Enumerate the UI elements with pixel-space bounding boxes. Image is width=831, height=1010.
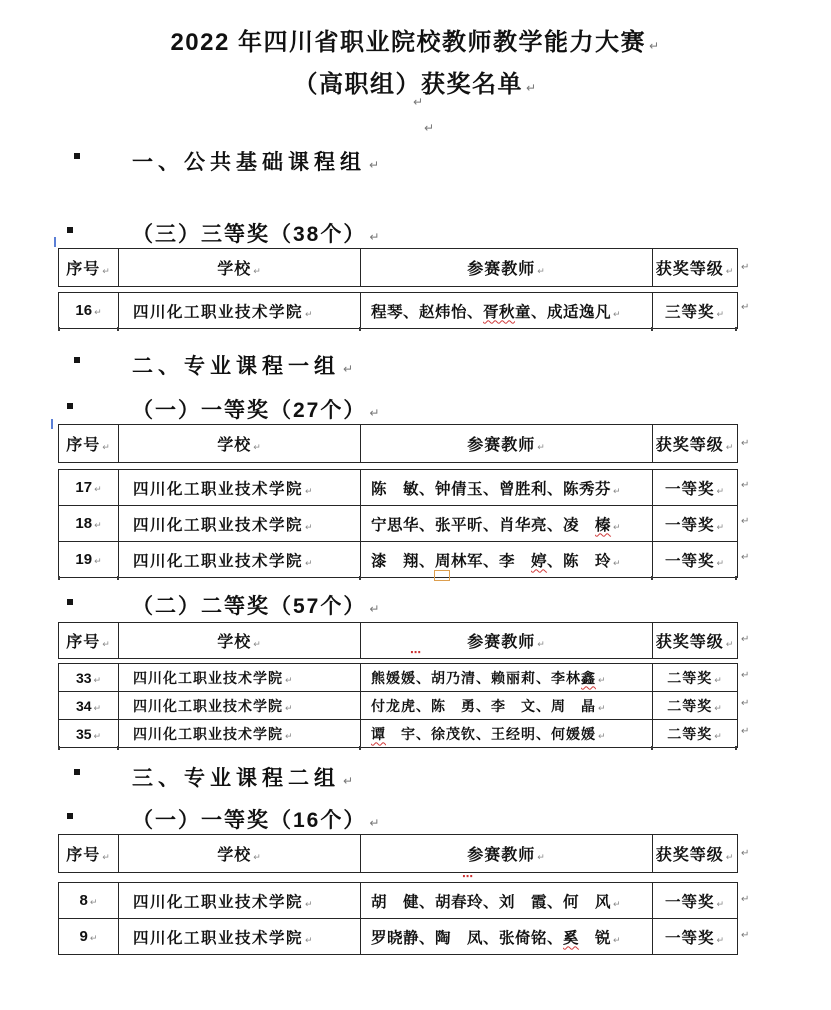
cell-text: 9 bbox=[79, 928, 88, 945]
cell-number bbox=[59, 883, 119, 919]
subsection-heading-1 bbox=[132, 218, 381, 248]
cell-text: 一等奖 bbox=[664, 552, 715, 570]
cell-text: 二等奖 bbox=[667, 725, 713, 742]
cell-text: 程琴、赵炜怡、 bbox=[371, 303, 484, 321]
cell-text: 四川化工职业技术学院 bbox=[133, 516, 304, 534]
cell-text: 锐 bbox=[579, 929, 612, 947]
cell-end-mark-icon: ↵ bbox=[94, 307, 102, 317]
return-mark-icon: ↵ bbox=[343, 774, 359, 788]
subsection-heading-text: （二）二等奖（57个） bbox=[132, 595, 367, 618]
cell-end-mark-icon: ↵ bbox=[285, 702, 294, 713]
return-mark-icon: ↵ bbox=[649, 39, 661, 53]
award-table-4 bbox=[58, 834, 737, 955]
cell-text: 一等奖 bbox=[664, 480, 715, 498]
cell-end-mark-icon: ↵ bbox=[537, 639, 546, 649]
section-heading-1 bbox=[132, 146, 384, 176]
return-mark-icon: ↵ bbox=[343, 362, 359, 376]
cell-school bbox=[119, 542, 361, 578]
cell-text: 三等奖 bbox=[664, 303, 715, 321]
spellcheck-underlined-text: 榛 bbox=[595, 516, 612, 534]
cell-end-mark-icon: ↵ bbox=[285, 674, 294, 685]
page-title-line1 bbox=[0, 22, 831, 57]
subsection-heading-text: （一）一等奖（16个） bbox=[132, 809, 367, 832]
table-row bbox=[59, 293, 738, 329]
cell-end-mark-icon: ↵ bbox=[94, 520, 102, 530]
cell-text: 学校 bbox=[217, 847, 252, 864]
cell-teachers bbox=[361, 720, 653, 748]
cell-award bbox=[653, 664, 738, 692]
cell-end-mark-icon: ↵ bbox=[716, 521, 726, 532]
row-end-mark-icon: ↵ bbox=[741, 726, 750, 737]
table-row bbox=[59, 883, 738, 919]
row-end-mark-icon: ↵ bbox=[741, 848, 750, 859]
row-end-mark-icon: ↵ bbox=[741, 516, 750, 527]
cell-text: 18 bbox=[75, 515, 93, 532]
cell-text: 获奖等级 bbox=[655, 437, 724, 454]
cell-text: 获奖等级 bbox=[655, 634, 724, 651]
table-body bbox=[58, 469, 738, 578]
column-header-2 bbox=[361, 623, 653, 659]
column-header-0 bbox=[59, 425, 119, 463]
row-end-mark-icon: ↵ bbox=[741, 480, 750, 491]
cell-text: 付龙虎、陈 勇、李 文、周 晶 bbox=[371, 697, 596, 714]
table-crop-stubs bbox=[58, 746, 737, 750]
cell-teachers bbox=[361, 883, 653, 919]
cell-text: 17 bbox=[75, 479, 93, 496]
return-mark-icon: ↵ bbox=[525, 81, 538, 95]
cell-end-mark-icon: ↵ bbox=[716, 485, 726, 496]
cell-text: 序号 bbox=[66, 261, 101, 278]
cell-end-mark-icon: ↵ bbox=[537, 442, 546, 452]
subsection-heading-4 bbox=[132, 804, 381, 834]
cell-school bbox=[119, 506, 361, 542]
cell-end-mark-icon: ↵ bbox=[598, 674, 607, 685]
page-title-text: 2022 年四川省职业院校教师教学能力大赛 bbox=[170, 29, 646, 56]
cell-teachers bbox=[361, 506, 653, 542]
cell-end-mark-icon: ↵ bbox=[716, 308, 726, 319]
column-header-3 bbox=[653, 835, 738, 873]
spellcheck-underlined-text: 婷 bbox=[531, 552, 548, 570]
cell-end-mark-icon: ↵ bbox=[714, 674, 723, 685]
cell-end-mark-icon: ↵ bbox=[613, 557, 622, 568]
column-header-0 bbox=[59, 835, 119, 873]
revision-tick-icon bbox=[54, 237, 56, 247]
subsection-heading-3 bbox=[132, 590, 381, 620]
return-mark-icon: ↵ bbox=[369, 602, 382, 616]
table-header bbox=[58, 622, 738, 659]
cell-end-mark-icon: ↵ bbox=[93, 674, 102, 685]
cell-text: 二等奖 bbox=[667, 669, 713, 686]
row-end-mark-icon: ↵ bbox=[741, 930, 750, 941]
cell-text: 获奖等级 bbox=[655, 847, 724, 864]
cell-end-mark-icon: ↵ bbox=[253, 442, 262, 452]
cell-text: 胡 健、胡春玲、刘 霞、何 风 bbox=[371, 893, 612, 911]
cell-end-mark-icon: ↵ bbox=[613, 485, 622, 496]
cell-text: 一等奖 bbox=[664, 516, 715, 534]
cell-text: 四川化工职业技术学院 bbox=[133, 697, 283, 714]
row-end-mark-icon: ↵ bbox=[741, 302, 750, 313]
cell-text: 宁思华、张平昕、肖华亮、凌 bbox=[371, 516, 596, 534]
cell-end-mark-icon: ↵ bbox=[285, 730, 294, 741]
row-end-mark-icon: ↵ bbox=[741, 552, 750, 563]
cell-text: 熊媛媛、胡乃清、赖丽莉、李林 bbox=[371, 669, 581, 686]
cell-end-mark-icon: ↵ bbox=[102, 266, 111, 276]
cell-text: 四川化工职业技术学院 bbox=[133, 669, 283, 686]
cell-award bbox=[653, 470, 738, 506]
section-heading-2 bbox=[132, 350, 358, 380]
column-header-1 bbox=[119, 835, 361, 873]
cell-end-mark-icon: ↵ bbox=[89, 897, 98, 907]
cell-text: 四川化工职业技术学院 bbox=[133, 303, 304, 321]
cell-end-mark-icon: ↵ bbox=[716, 934, 726, 945]
cell-text: 童、成适逸凡 bbox=[515, 303, 612, 321]
section-heading-text: 一、公共基础课程组 bbox=[132, 151, 366, 174]
list-bullet-icon bbox=[74, 357, 80, 363]
spellcheck-underlined-text: 胥秋 bbox=[483, 303, 516, 321]
list-bullet-icon bbox=[74, 153, 80, 159]
cell-text: 罗晓静、陶 凤、张倚铭、 bbox=[371, 929, 564, 947]
cell-teachers bbox=[361, 293, 653, 329]
cell-text: 学校 bbox=[217, 634, 252, 651]
cell-end-mark-icon: ↵ bbox=[725, 442, 735, 452]
row-end-mark-icon: ↵ bbox=[741, 894, 750, 905]
table-row bbox=[59, 692, 738, 720]
cell-school bbox=[119, 720, 361, 748]
cell-text: 19 bbox=[75, 551, 93, 568]
return-mark-icon: ↵ bbox=[413, 95, 424, 109]
row-end-mark-icon: ↵ bbox=[741, 634, 750, 645]
cell-award bbox=[653, 720, 738, 748]
list-bullet-icon bbox=[67, 403, 73, 409]
cell-school bbox=[119, 470, 361, 506]
row-end-mark-icon: ↵ bbox=[741, 438, 750, 449]
cell-text: 参赛教师 bbox=[467, 847, 536, 864]
return-mark-icon: ↵ bbox=[424, 121, 435, 135]
cell-teachers bbox=[361, 664, 653, 692]
spellcheck-underlined-text: 谭 bbox=[371, 725, 386, 742]
cell-school bbox=[119, 692, 361, 720]
cell-text: 学校 bbox=[217, 261, 252, 278]
cell-school bbox=[119, 664, 361, 692]
cell-end-mark-icon: ↵ bbox=[102, 639, 111, 649]
cell-end-mark-icon: ↵ bbox=[305, 898, 315, 909]
column-header-2 bbox=[361, 249, 653, 287]
return-mark-icon: ↵ bbox=[369, 406, 382, 420]
return-mark-icon: ↵ bbox=[369, 816, 382, 830]
list-bullet-icon bbox=[67, 599, 73, 605]
section-heading-text: 二、专业课程一组 bbox=[132, 355, 340, 378]
cell-award bbox=[653, 919, 738, 955]
cell-text: 二等奖 bbox=[667, 697, 713, 714]
cell-end-mark-icon: ↵ bbox=[598, 702, 607, 713]
cell-end-mark-icon: ↵ bbox=[253, 266, 262, 276]
table-split-gap bbox=[58, 873, 737, 882]
cell-text: 参赛教师 bbox=[467, 634, 536, 651]
table-crop-stubs bbox=[58, 327, 737, 331]
cell-number bbox=[59, 293, 119, 329]
cell-end-mark-icon: ↵ bbox=[305, 521, 315, 532]
table-crop-stubs bbox=[58, 576, 737, 580]
table-row bbox=[59, 720, 738, 748]
table-row bbox=[59, 506, 738, 542]
table-header bbox=[58, 424, 738, 463]
cell-award bbox=[653, 293, 738, 329]
subsection-heading-text: （一）一等奖（27个） bbox=[132, 399, 367, 422]
column-header-1 bbox=[119, 623, 361, 659]
cell-text: 漆 翔、周林军、李 bbox=[371, 552, 532, 570]
table-header bbox=[58, 248, 738, 287]
cell-end-mark-icon: ↵ bbox=[102, 442, 111, 452]
cell-number bbox=[59, 720, 119, 748]
row-end-mark-icon: ↵ bbox=[741, 698, 750, 709]
cell-end-mark-icon: ↵ bbox=[725, 639, 735, 649]
cell-text: 陈 敏、钟倩玉、曾胜利、陈秀芬 bbox=[371, 480, 612, 498]
cell-end-mark-icon: ↵ bbox=[93, 730, 102, 741]
cell-award bbox=[653, 542, 738, 578]
cell-end-mark-icon: ↵ bbox=[613, 308, 622, 319]
table-body bbox=[58, 663, 738, 748]
cell-end-mark-icon: ↵ bbox=[305, 557, 315, 568]
column-header-3 bbox=[653, 425, 738, 463]
cell-teachers bbox=[361, 470, 653, 506]
cell-award bbox=[653, 883, 738, 919]
cell-text: 四川化工职业技术学院 bbox=[133, 480, 304, 498]
column-header-1 bbox=[119, 425, 361, 463]
cell-teachers bbox=[361, 692, 653, 720]
cell-text: 四川化工职业技术学院 bbox=[133, 552, 304, 570]
table-row bbox=[59, 919, 738, 955]
cell-end-mark-icon: ↵ bbox=[725, 852, 735, 862]
table-body bbox=[58, 882, 738, 955]
table-row bbox=[59, 470, 738, 506]
table-row bbox=[59, 542, 738, 578]
column-header-2 bbox=[361, 425, 653, 463]
cell-end-mark-icon: ↵ bbox=[89, 933, 98, 943]
revision-tick-icon bbox=[51, 419, 53, 429]
column-header-3 bbox=[653, 623, 738, 659]
list-bullet-icon bbox=[67, 813, 73, 819]
cell-number bbox=[59, 664, 119, 692]
cell-text: 四川化工职业技术学院 bbox=[133, 929, 304, 947]
cell-end-mark-icon: ↵ bbox=[253, 639, 262, 649]
table-row bbox=[59, 664, 738, 692]
row-end-mark-icon: ↵ bbox=[741, 670, 750, 681]
cell-text: 序号 bbox=[66, 634, 101, 651]
subsection-heading-2 bbox=[132, 394, 381, 424]
cell-text: 参赛教师 bbox=[467, 437, 536, 454]
table-body bbox=[58, 292, 738, 329]
cell-award bbox=[653, 692, 738, 720]
cell-end-mark-icon: ↵ bbox=[537, 852, 546, 862]
list-bullet-icon bbox=[74, 769, 80, 775]
award-table-2 bbox=[58, 424, 737, 578]
award-table-1 bbox=[58, 248, 737, 329]
cell-text: 参赛教师 bbox=[467, 261, 536, 278]
cell-end-mark-icon: ↵ bbox=[613, 521, 622, 532]
cell-text: 一等奖 bbox=[664, 929, 715, 947]
cell-text: 16 bbox=[75, 302, 93, 319]
cell-end-mark-icon: ↵ bbox=[613, 934, 622, 945]
spellcheck-underlined-text: 奚 bbox=[563, 929, 580, 947]
cell-end-mark-icon: ↵ bbox=[725, 266, 735, 276]
cell-end-mark-icon: ↵ bbox=[716, 557, 726, 568]
cell-end-mark-icon: ↵ bbox=[93, 702, 102, 713]
column-header-1 bbox=[119, 249, 361, 287]
cell-text: 获奖等级 bbox=[655, 261, 724, 278]
cell-end-mark-icon: ↵ bbox=[305, 485, 315, 496]
section-heading-text: 三、专业课程二组 bbox=[132, 767, 340, 790]
cell-number bbox=[59, 692, 119, 720]
cell-teachers bbox=[361, 542, 653, 578]
cell-school bbox=[119, 883, 361, 919]
cell-end-mark-icon: ↵ bbox=[94, 484, 102, 494]
cell-number bbox=[59, 542, 119, 578]
column-header-0 bbox=[59, 249, 119, 287]
cell-number bbox=[59, 506, 119, 542]
cell-number bbox=[59, 919, 119, 955]
page-title-line2 bbox=[0, 64, 831, 99]
cell-end-mark-icon: ↵ bbox=[305, 934, 315, 945]
spellcheck-underlined-text: 鑫 bbox=[581, 669, 596, 686]
cell-end-mark-icon: ↵ bbox=[714, 702, 723, 713]
cell-end-mark-icon: ↵ bbox=[537, 266, 546, 276]
cell-award bbox=[653, 506, 738, 542]
cell-text: 33 bbox=[75, 669, 92, 686]
cell-text: 序号 bbox=[66, 847, 101, 864]
column-header-2 bbox=[361, 835, 653, 873]
cell-end-mark-icon: ↵ bbox=[305, 308, 315, 319]
cell-text: 一等奖 bbox=[664, 893, 715, 911]
award-table-3 bbox=[58, 622, 737, 748]
cell-text: 35 bbox=[75, 725, 92, 742]
cell-text: 宇、徐茂钦、王经明、何媛媛 bbox=[386, 725, 596, 742]
list-bullet-icon bbox=[67, 227, 73, 233]
cell-text: 34 bbox=[75, 697, 92, 714]
cell-text: 四川化工职业技术学院 bbox=[133, 893, 304, 911]
table-header bbox=[58, 834, 738, 873]
cell-teachers bbox=[361, 919, 653, 955]
cell-end-mark-icon: ↵ bbox=[714, 730, 723, 741]
column-header-0 bbox=[59, 623, 119, 659]
cell-end-mark-icon: ↵ bbox=[613, 898, 622, 909]
page-title-text: （高职组）获奖名单 bbox=[293, 71, 523, 98]
return-mark-icon: ↵ bbox=[369, 158, 385, 172]
cell-end-mark-icon: ↵ bbox=[598, 730, 607, 741]
cell-end-mark-icon: ↵ bbox=[102, 852, 111, 862]
cell-number bbox=[59, 470, 119, 506]
cell-school bbox=[119, 293, 361, 329]
spellcheck-dots-icon: ⋯ bbox=[462, 871, 474, 883]
cell-end-mark-icon: ↵ bbox=[253, 852, 262, 862]
section-heading-3 bbox=[132, 762, 358, 792]
subsection-heading-text: （三）三等奖（38个） bbox=[132, 223, 367, 246]
column-header-3 bbox=[653, 249, 738, 287]
cell-text: 学校 bbox=[217, 437, 252, 454]
cell-text: 8 bbox=[79, 892, 88, 909]
cell-text: 、陈 玲 bbox=[547, 552, 612, 570]
cell-text: 四川化工职业技术学院 bbox=[133, 725, 283, 742]
row-end-mark-icon: ↵ bbox=[741, 262, 750, 273]
return-mark-icon: ↵ bbox=[369, 230, 382, 244]
cell-end-mark-icon: ↵ bbox=[716, 898, 726, 909]
cell-end-mark-icon: ↵ bbox=[94, 556, 102, 566]
cell-text: 序号 bbox=[66, 437, 101, 454]
cell-school bbox=[119, 919, 361, 955]
spellcheck-dots-icon: ⋯ bbox=[410, 647, 422, 659]
